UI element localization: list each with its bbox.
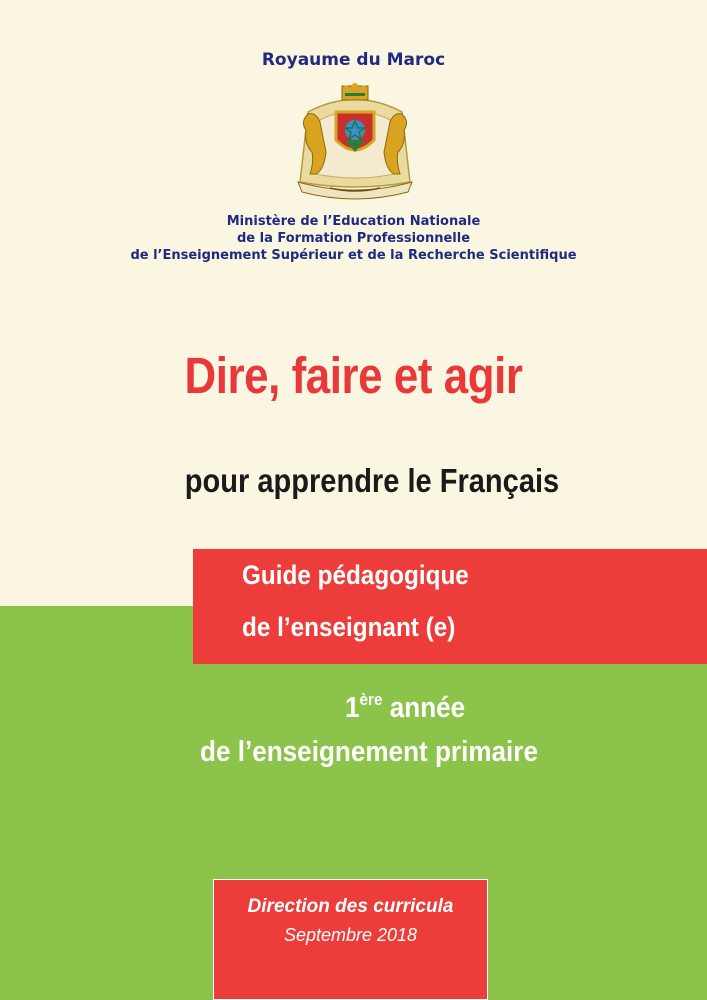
publisher-box (213, 879, 488, 1000)
year-number: 1 (345, 692, 360, 724)
school-level: de l’enseignement primaire (200, 736, 538, 768)
book-title: Dire, faire et agir (184, 347, 523, 404)
year-superscript: ère (359, 690, 383, 709)
ministry-line: de l’Enseignement Supérieur et de la Recherche Scientifique (130, 248, 577, 263)
school-year (345, 690, 465, 725)
publisher-name: Direction des curricula (247, 896, 454, 917)
publication-date: Septembre 2018 (283, 925, 418, 945)
guide-title-line-1: Guide pédagogique (242, 560, 469, 590)
guide-title-line-2: de l’enseignant (e) (242, 612, 456, 642)
morocco-coat-of-arms-icon (290, 82, 420, 202)
ministry-line: Ministère de l’Education Nationale (226, 214, 481, 229)
ministry-name (0, 213, 707, 264)
ministry-line: de la Formation Professionnelle (236, 231, 471, 246)
year-word: année (382, 692, 466, 724)
country-name: Royaume du Maroc (261, 50, 446, 70)
book-subtitle: pour apprendre le Français (184, 462, 560, 499)
